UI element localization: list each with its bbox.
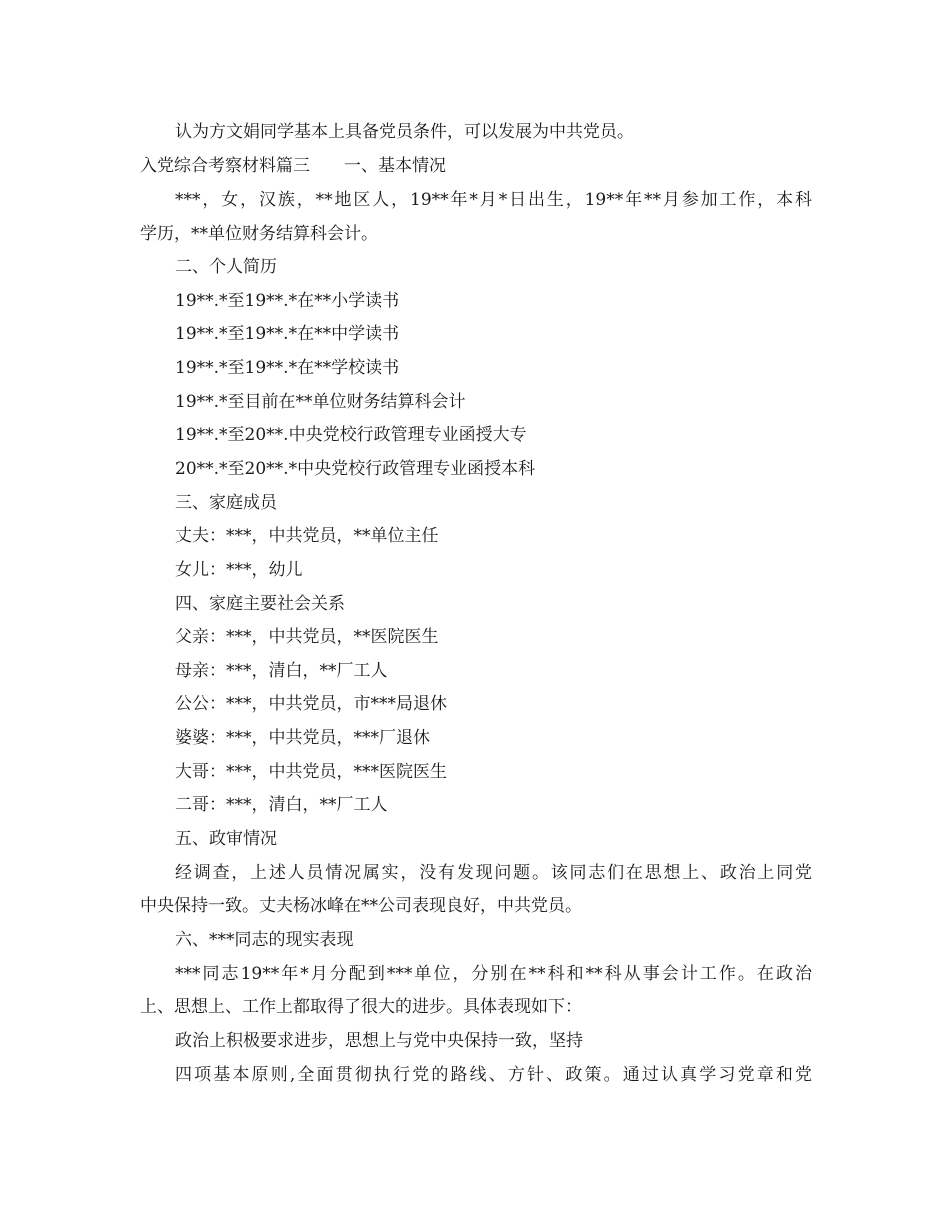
resume-item: 19**.*至目前在**单位财务结算科会计: [175, 392, 466, 412]
heading-political-review: 五、政审情况: [175, 829, 277, 849]
relation-item: 大哥：***，中共党员，***医院医生: [175, 762, 447, 782]
paragraph-line: 政治上积极要求进步，思想上与党中央保持一致，坚持: [175, 1031, 583, 1051]
resume-item: 19**.*至19**.*在**中学读书: [175, 324, 400, 344]
document-title: 入党综合考察材料篇三: [140, 156, 310, 176]
resume-item: 19**.*至19**.*在**小学读书: [175, 291, 400, 311]
relation-item: 婆婆：***，中共党员，***厂退休: [175, 728, 430, 748]
heading-performance: 六、***同志的现实表现: [175, 930, 354, 950]
section-title-line: [140, 150, 812, 184]
relation-item: 二哥：***，清白，**厂工人: [175, 795, 388, 815]
relation-item: 母亲：***，清白，**厂工人: [175, 661, 388, 681]
family-member: 丈夫：***，中共党员，**单位主任: [175, 526, 439, 546]
family-member: 女儿：***，幼儿: [175, 560, 303, 580]
paragraph-line: ***同志19**年*月分配到***单位，分别在**科和**科从事会计工作。在政治: [175, 964, 812, 984]
paragraph-line: 学历，**单位财务结算科会计。: [140, 224, 378, 244]
paragraph-line: 认为方文娟同学基本上具备党员条件，可以发展为中共党员。: [175, 122, 634, 142]
paragraph-line: 上、思想上、工作上都取得了很大的进步。具体表现如下：: [140, 997, 582, 1017]
paragraph-line: 中央保持一致。丈夫杨冰峰在**公司表现良好，中共党员。: [140, 896, 582, 916]
paragraph-line: 四项基本原则,全面贯彻执行党的路线、方针、政策。通过认真学习党章和党: [175, 1065, 812, 1085]
heading-social-relations: 四、家庭主要社会关系: [175, 594, 345, 614]
resume-item: 19**.*至20**.中央党校行政管理专业函授大专: [175, 425, 527, 445]
paragraph-line: ***，女，汉族，**地区人，19**年*月*日出生，19**年**月参加工作，本科: [175, 190, 812, 210]
relation-item: 公公：***，中共党员，市***局退休: [175, 694, 447, 714]
heading-basic-info: 一、基本情况: [344, 156, 446, 176]
heading-resume: 二、个人简历: [175, 257, 277, 277]
heading-family-members: 三、家庭成员: [175, 493, 277, 513]
resume-item: 19**.*至19**.*在**学校读书: [175, 358, 400, 378]
resume-item: 20**.*至20**.*中央党校行政管理专业函授本科: [175, 459, 536, 479]
paragraph-line: 经调查，上述人员情况属实，没有发现问题。该同志们在思想上、政治上同党: [175, 863, 812, 883]
relation-item: 父亲：***，中共党员，**医院医生: [175, 627, 439, 647]
